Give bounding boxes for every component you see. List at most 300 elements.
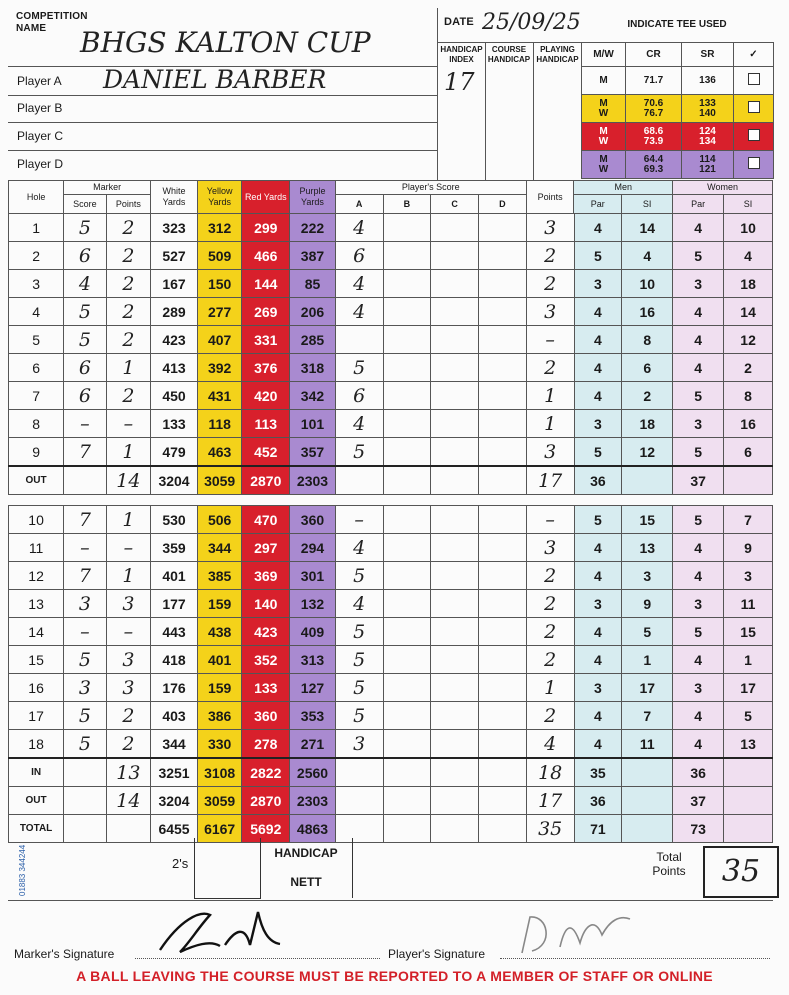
summary-label: OUT [9, 787, 64, 815]
women-par: 4 [673, 326, 724, 354]
men-si: 5 [622, 618, 673, 646]
white-yards-total: 3204 [151, 787, 198, 815]
men-par: 4 [574, 326, 622, 354]
men-par-header: Par [574, 195, 622, 214]
marker-score: 6 [64, 354, 106, 382]
white-yards-total: 3251 [151, 758, 198, 787]
white-yards: 479 [151, 438, 198, 467]
women-par: 4 [673, 562, 724, 590]
summary-row [9, 787, 773, 815]
women-si: 6 [724, 438, 773, 467]
hole-number: 1 [9, 214, 64, 242]
player-c-score[interactable] [431, 646, 479, 674]
player-d-score[interactable] [479, 674, 527, 702]
mw-header: M/W [582, 43, 626, 67]
yellow-yards: 386 [197, 702, 242, 730]
player-b-score[interactable] [383, 534, 431, 562]
marker-points: 3 [106, 590, 151, 618]
player-c-score[interactable] [431, 506, 479, 534]
women-par: 5 [673, 618, 724, 646]
player-b-score[interactable] [383, 298, 431, 326]
player-d-score[interactable] [479, 326, 527, 354]
player-points-total: 18 [526, 758, 574, 787]
total-points-box[interactable] [703, 846, 779, 898]
hole-number: 3 [9, 270, 64, 298]
player-d-score[interactable] [479, 730, 527, 759]
men-par: 4 [574, 562, 622, 590]
player-b-score[interactable] [383, 214, 431, 242]
purple-yards-total: 4863 [290, 815, 336, 843]
white-yards: 443 [151, 618, 198, 646]
player-c-score[interactable] [431, 298, 479, 326]
player-c-score[interactable] [431, 730, 479, 759]
marker-score: 5 [64, 326, 106, 354]
column-header-table [8, 180, 773, 214]
player-row-b [8, 94, 438, 123]
player-c-score[interactable] [431, 562, 479, 590]
yellow-yards: 330 [197, 730, 242, 759]
marker-points: 3 [106, 674, 151, 702]
tee-mw: M W [582, 95, 626, 123]
yellow-yards-total: 3059 [197, 466, 242, 495]
tee-sr: 136 [682, 67, 734, 95]
women-par: 3 [673, 410, 724, 438]
hole-number: 6 [9, 354, 64, 382]
marker-score: 7 [64, 438, 106, 467]
tee-sr: 124 134 [682, 123, 734, 151]
hole-row [9, 646, 773, 674]
player-points: 2 [526, 354, 574, 382]
yellow-yards: 150 [197, 270, 242, 298]
player-b-score[interactable] [383, 730, 431, 759]
player-b-score[interactable] [383, 410, 431, 438]
player-d-score[interactable] [479, 646, 527, 674]
purple-yards: 409 [290, 618, 336, 646]
white-yards: 527 [151, 242, 198, 270]
marker-score: 4 [64, 270, 106, 298]
tee-table [581, 42, 774, 179]
tee-checkbox-yellow[interactable] [734, 95, 774, 123]
hole-number: 18 [9, 730, 64, 759]
men-par: 5 [574, 242, 622, 270]
indicate-tee-label: INDICATE TEE USED [627, 19, 727, 30]
player-c-score[interactable] [431, 590, 479, 618]
hole-row [9, 730, 773, 759]
course-handicap-label: COURSE HANDICAP [487, 45, 531, 64]
white-yards-total: 6455 [151, 815, 198, 843]
marker-points: 2 [106, 242, 151, 270]
player-a-score: 5 [335, 674, 383, 702]
summary-label: TOTAL [9, 815, 64, 843]
tee-checkbox-white[interactable] [734, 67, 774, 95]
player-a-score: 5 [335, 562, 383, 590]
marker-points: 3 [106, 646, 151, 674]
player-d-score[interactable] [479, 562, 527, 590]
competition-name: BHGS KALTON CUP [80, 26, 371, 59]
hole-row [9, 298, 773, 326]
player-d-score[interactable] [479, 354, 527, 382]
women-par: 5 [673, 242, 724, 270]
player-a-score: 6 [335, 242, 383, 270]
red-yards-total: 2870 [242, 787, 290, 815]
men-par: 3 [574, 270, 622, 298]
player-points: – [526, 326, 574, 354]
player-b-score[interactable] [383, 702, 431, 730]
players-signature-mark [510, 905, 640, 960]
player-a-score: 5 [335, 354, 383, 382]
men-si: 10 [622, 270, 673, 298]
women-par-header: Par [673, 195, 724, 214]
red-yards: 452 [242, 438, 290, 467]
white-yards: 418 [151, 646, 198, 674]
hole-number: 5 [9, 326, 64, 354]
player-b-score[interactable] [383, 618, 431, 646]
men-par: 5 [574, 506, 622, 534]
white-yards-total: 3204 [151, 466, 198, 495]
red-yards: 423 [242, 618, 290, 646]
hole-number: 9 [9, 438, 64, 467]
player-c-score[interactable] [431, 326, 479, 354]
player-c-score[interactable] [431, 618, 479, 646]
player-b-score[interactable] [383, 646, 431, 674]
yellow-yards: 277 [197, 298, 242, 326]
player-b-score[interactable] [383, 562, 431, 590]
yellow-yards: 344 [197, 534, 242, 562]
red-yards-total: 2822 [242, 758, 290, 787]
white-yards: 413 [151, 354, 198, 382]
men-si: 4 [622, 242, 673, 270]
women-par: 3 [673, 674, 724, 702]
men-si: 15 [622, 506, 673, 534]
marker-score: 3 [64, 674, 106, 702]
player-d-score[interactable] [479, 242, 527, 270]
marker-score: 6 [64, 242, 106, 270]
marker-score-header: Score [64, 195, 106, 214]
player-points: 4 [526, 730, 574, 759]
men-par: 4 [574, 534, 622, 562]
women-si: 16 [724, 410, 773, 438]
purple-yards: 360 [290, 506, 336, 534]
phone-number: 01883 344244 [18, 844, 27, 896]
player-b-score[interactable] [383, 382, 431, 410]
hole-row [9, 506, 773, 534]
men-header: Men [574, 181, 673, 195]
hole-row [9, 410, 773, 438]
tee-row-purple [582, 151, 774, 179]
red-yards: 297 [242, 534, 290, 562]
women-par: 4 [673, 646, 724, 674]
front-nine-table [8, 213, 773, 495]
player-d-score[interactable] [479, 590, 527, 618]
player-d-score[interactable] [479, 438, 527, 467]
purple-yards: 85 [290, 270, 336, 298]
yellow-yards: 159 [197, 590, 242, 618]
men-si: 1 [622, 646, 673, 674]
white-yards: 401 [151, 562, 198, 590]
men-par: 3 [574, 590, 622, 618]
women-par: 4 [673, 702, 724, 730]
hole-number: 13 [9, 590, 64, 618]
men-par: 3 [574, 674, 622, 702]
red-yards: 299 [242, 214, 290, 242]
women-si: 5 [724, 702, 773, 730]
player-c-score[interactable] [431, 702, 479, 730]
men-si: 3 [622, 562, 673, 590]
hole-number: 17 [9, 702, 64, 730]
purple-yards: 318 [290, 354, 336, 382]
player-c-score[interactable] [431, 534, 479, 562]
men-par: 4 [574, 646, 622, 674]
player-b-score[interactable] [383, 590, 431, 618]
women-si: 1 [724, 646, 773, 674]
hole-number: 7 [9, 382, 64, 410]
purple-yards: 132 [290, 590, 336, 618]
men-si: 7 [622, 702, 673, 730]
men-par: 5 [574, 438, 622, 467]
red-yards: 331 [242, 326, 290, 354]
women-par-total: 37 [673, 466, 724, 495]
tee-sr: 133 140 [682, 95, 734, 123]
hole-number: 11 [9, 534, 64, 562]
marker-points: 1 [106, 354, 151, 382]
women-si: 7 [724, 506, 773, 534]
white-yards: 344 [151, 730, 198, 759]
player-a-name: DANIEL BARBER [103, 65, 327, 94]
men-par: 4 [574, 214, 622, 242]
player-c-score[interactable] [431, 270, 479, 298]
player-d-score[interactable] [479, 702, 527, 730]
purple-yards: 101 [290, 410, 336, 438]
men-par-total: 71 [574, 815, 622, 843]
player-c-score[interactable] [431, 410, 479, 438]
red-yards-total: 2870 [242, 466, 290, 495]
hole-number: 8 [9, 410, 64, 438]
marker-score: – [64, 618, 106, 646]
red-yards: 278 [242, 730, 290, 759]
yellow-yards: 463 [197, 438, 242, 467]
player-points: 2 [526, 618, 574, 646]
player-a-score: 4 [335, 590, 383, 618]
white-yards-header: White Yards [151, 181, 198, 214]
white-yards: 176 [151, 674, 198, 702]
player-d-score[interactable] [479, 410, 527, 438]
white-yards: 530 [151, 506, 198, 534]
player-points: 2 [526, 562, 574, 590]
red-yards-total: 5692 [242, 815, 290, 843]
player-points: 2 [526, 590, 574, 618]
player-c-score[interactable] [431, 354, 479, 382]
purple-yards: 271 [290, 730, 336, 759]
men-si: 9 [622, 590, 673, 618]
women-par: 5 [673, 382, 724, 410]
player-a-score: 5 [335, 646, 383, 674]
player-d-score[interactable] [479, 618, 527, 646]
player-a-score: 3 [335, 730, 383, 759]
player-b-score[interactable] [383, 270, 431, 298]
player-points: 2 [526, 270, 574, 298]
tee-cr: 70.6 76.7 [626, 95, 682, 123]
red-yards: 360 [242, 702, 290, 730]
player-b-label: Player B [17, 101, 63, 115]
player-points: 1 [526, 382, 574, 410]
player-c-score[interactable] [431, 382, 479, 410]
marker-score: 5 [64, 646, 106, 674]
yellow-yards: 159 [197, 674, 242, 702]
tee-checkbox-red[interactable] [734, 123, 774, 151]
hole-row [9, 438, 773, 467]
women-par-total: 36 [673, 758, 724, 787]
player-b-score[interactable] [383, 354, 431, 382]
purple-yards: 342 [290, 382, 336, 410]
player-rows [8, 66, 438, 180]
yellow-yards: 392 [197, 354, 242, 382]
men-si: 8 [622, 326, 673, 354]
men-par: 4 [574, 618, 622, 646]
summary-row [9, 758, 773, 787]
red-yards: 140 [242, 590, 290, 618]
player-c-label: Player C [17, 129, 64, 143]
purple-yards: 301 [290, 562, 336, 590]
marker-points-total: 14 [106, 466, 151, 495]
player-a-score: 5 [335, 702, 383, 730]
purple-yards: 285 [290, 326, 336, 354]
player-a-score: 4 [335, 298, 383, 326]
purple-yards: 206 [290, 298, 336, 326]
player-points-total: 17 [526, 787, 574, 815]
tee-mw: M [582, 67, 626, 95]
player-a-score: 5 [335, 438, 383, 467]
players-signature-label: Player's Signature [388, 947, 486, 961]
player-d-score[interactable] [479, 506, 527, 534]
player-d-score[interactable] [479, 534, 527, 562]
marker-points-total: 13 [106, 758, 151, 787]
purple-yards: 353 [290, 702, 336, 730]
marker-points: 1 [106, 562, 151, 590]
summary-label: IN [9, 758, 64, 787]
player-b-score[interactable] [383, 438, 431, 467]
marker-points: 2 [106, 382, 151, 410]
red-yards: 466 [242, 242, 290, 270]
hole-number: 12 [9, 562, 64, 590]
white-yards: 133 [151, 410, 198, 438]
player-a-score: 4 [335, 270, 383, 298]
women-si: 18 [724, 270, 773, 298]
red-yards: 133 [242, 674, 290, 702]
player-row-c [8, 122, 438, 151]
purple-yards: 387 [290, 242, 336, 270]
player-a-score: 6 [335, 382, 383, 410]
women-si: 10 [724, 214, 773, 242]
player-a-score: 4 [335, 214, 383, 242]
player-b-col-header: B [383, 195, 431, 214]
men-par-total: 36 [574, 787, 622, 815]
white-yards: 289 [151, 298, 198, 326]
player-a-label: Player A [17, 74, 62, 88]
player-c-score[interactable] [431, 242, 479, 270]
tee-sr: 114 121 [682, 151, 734, 179]
markers-signature-mark [150, 900, 320, 960]
hole-row [9, 562, 773, 590]
player-points: 2 [526, 702, 574, 730]
women-par: 4 [673, 730, 724, 759]
player-points: 1 [526, 674, 574, 702]
women-par: 4 [673, 298, 724, 326]
tee-checkbox-purple[interactable] [734, 151, 774, 179]
player-d-score[interactable] [479, 270, 527, 298]
red-yards: 369 [242, 562, 290, 590]
player-c-score[interactable] [431, 438, 479, 467]
marker-score: 3 [64, 590, 106, 618]
twos-box[interactable] [194, 838, 261, 899]
player-a-score: 5 [335, 618, 383, 646]
player-b-score[interactable] [383, 674, 431, 702]
purple-yards: 127 [290, 674, 336, 702]
player-points: 3 [526, 438, 574, 467]
men-par-total: 36 [574, 466, 622, 495]
player-c-score[interactable] [431, 674, 479, 702]
men-par: 3 [574, 410, 622, 438]
player-points-header: Points [526, 181, 574, 214]
player-c-score[interactable] [431, 214, 479, 242]
total-points-value: 35 [721, 854, 761, 889]
men-si: 14 [622, 214, 673, 242]
marker-header: Marker [64, 181, 151, 195]
men-si: 16 [622, 298, 673, 326]
men-si: 13 [622, 534, 673, 562]
hole-row [9, 702, 773, 730]
yellow-yards: 438 [197, 618, 242, 646]
hole-row [9, 270, 773, 298]
women-par: 5 [673, 438, 724, 467]
player-b-score[interactable] [383, 506, 431, 534]
marker-points: 2 [106, 298, 151, 326]
player-a-score [335, 326, 383, 354]
hole-row [9, 674, 773, 702]
women-par: 4 [673, 354, 724, 382]
marker-points: 2 [106, 730, 151, 759]
white-yards: 323 [151, 214, 198, 242]
player-b-score[interactable] [383, 326, 431, 354]
player-row-a [8, 66, 438, 96]
men-par: 4 [574, 730, 622, 759]
men-si: 17 [622, 674, 673, 702]
player-points: – [526, 506, 574, 534]
tee-cr: 71.7 [626, 67, 682, 95]
hole-row [9, 618, 773, 646]
red-yards: 113 [242, 410, 290, 438]
hole-row [9, 214, 773, 242]
nett-label: NETT [290, 875, 322, 889]
player-d-score[interactable] [479, 214, 527, 242]
player-b-score[interactable] [383, 242, 431, 270]
purple-yards-total: 2303 [290, 787, 336, 815]
player-d-score[interactable] [479, 382, 527, 410]
player-a-handicap-index: 17 [444, 68, 475, 96]
men-si: 12 [622, 438, 673, 467]
twos-label: 2's [172, 856, 189, 871]
women-par: 5 [673, 506, 724, 534]
marker-points: – [106, 410, 151, 438]
marker-points: – [106, 534, 151, 562]
marker-points: 2 [106, 214, 151, 242]
player-d-score[interactable] [479, 298, 527, 326]
hole-number: 10 [9, 506, 64, 534]
tee-row-red [582, 123, 774, 151]
player-c-col-header: C [431, 195, 479, 214]
purple-yards-total: 2303 [290, 466, 336, 495]
men-par: 4 [574, 354, 622, 382]
women-si: 13 [724, 730, 773, 759]
